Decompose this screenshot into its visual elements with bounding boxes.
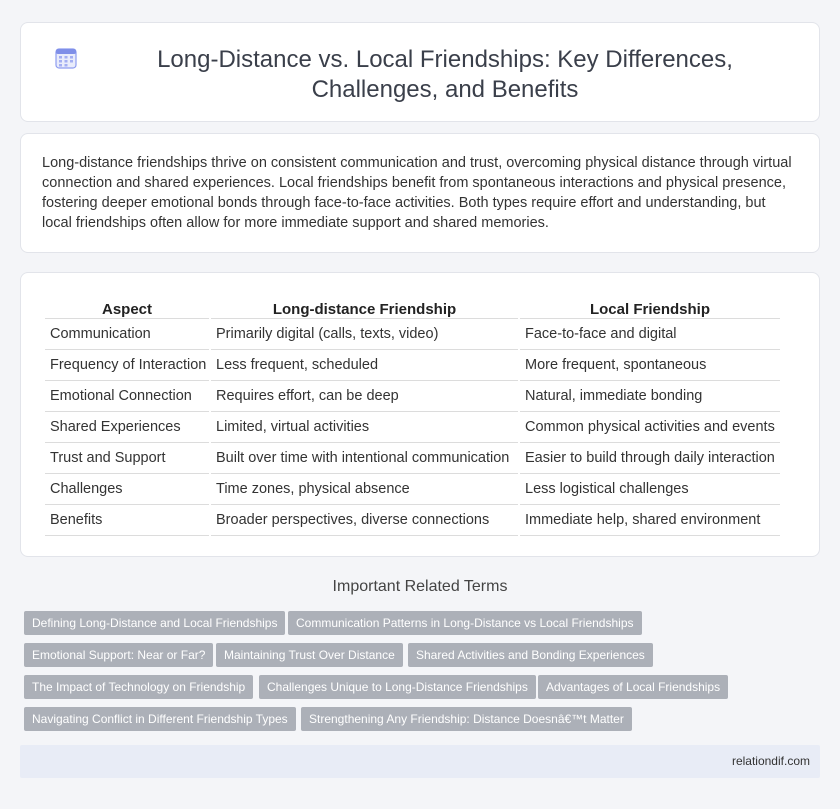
intro-card — [20, 133, 820, 253]
table-cell: Built over time with intentional communication — [211, 443, 518, 474]
table-cell: Less logistical challenges — [520, 474, 780, 505]
header-aspect: Aspect — [45, 295, 209, 319]
page-title: Long-Distance vs. Local Friendships: Key Differences, Challenges, and Benefits — [157, 46, 733, 103]
related-term-link[interactable]: Advantages of Local Friendships — [538, 675, 728, 699]
related-term-link[interactable]: Challenges Unique to Long-Distance Friendships — [259, 675, 536, 699]
table-cell: Limited, virtual activities — [211, 412, 518, 443]
table-cell: Easier to build through daily interaction — [520, 443, 780, 474]
table-cell: Frequency of Interaction — [45, 350, 209, 381]
related-term-link[interactable]: Navigating Conflict in Different Friendship Types — [24, 707, 296, 731]
related-term-link[interactable]: Communication Patterns in Long-Distance vs Local Friendships — [288, 611, 642, 635]
table-row — [45, 412, 780, 443]
table-cell: Benefits — [45, 505, 209, 536]
comparison-table — [43, 295, 782, 536]
table-cell: Emotional Connection — [45, 381, 209, 412]
table-row — [45, 443, 780, 474]
table-cell: Primarily digital (calls, texts, video) — [211, 319, 518, 350]
table-cell: Common physical activities and events — [520, 412, 780, 443]
table-row — [45, 505, 780, 536]
table-header-row — [45, 295, 780, 319]
table-cell: Broader perspectives, diverse connections — [211, 505, 518, 536]
calendar-icon — [54, 46, 78, 70]
related-term-link[interactable]: Strengthening Any Friendship: Distance Doesnâ€™t Matter — [301, 707, 632, 731]
table-cell: Requires effort, can be deep — [211, 381, 518, 412]
related-term-link[interactable]: Emotional Support: Near or Far? — [24, 643, 213, 667]
table-cell: Communication — [45, 319, 209, 350]
table-row — [45, 474, 780, 505]
related-term-link[interactable]: The Impact of Technology on Friendship — [24, 675, 253, 699]
intro-paragraph: Long-distance friendships thrive on consistent communication and trust, overcoming physical distance through virtual connection and shared experiences. Local friendships benefit from spontaneous interactions and physical presence, fostering deeper emotional bonds through face-to-face activities. Both types require effort and understanding, but local friendships often allow for more immediate support and shared memories. — [42, 155, 792, 231]
table-cell: More frequent, spontaneous — [520, 350, 780, 381]
comparison-table-card — [20, 272, 820, 557]
footer-site-link[interactable]: relationdif.com — [731, 754, 810, 768]
table-cell: Time zones, physical absence — [211, 474, 518, 505]
table-row — [45, 381, 780, 412]
related-term-link[interactable]: Shared Activities and Bonding Experiences — [408, 643, 653, 667]
table-cell: Less frequent, scheduled — [211, 350, 518, 381]
table-row — [45, 350, 780, 381]
related-term-link[interactable]: Defining Long-Distance and Local Friendships — [24, 611, 285, 635]
related-term-link[interactable]: Maintaining Trust Over Distance — [216, 643, 403, 667]
table-cell: Shared Experiences — [45, 412, 209, 443]
table-cell: Challenges — [45, 474, 209, 505]
table-cell: Immediate help, shared environment — [520, 505, 780, 536]
table-cell: Face-to-face and digital — [520, 319, 780, 350]
footer — [20, 745, 820, 778]
table-cell: Trust and Support — [45, 443, 209, 474]
related-terms-title: Important Related Terms — [332, 578, 508, 595]
header-local: Local Friendship — [520, 295, 780, 319]
header-long-distance: Long-distance Friendship — [211, 295, 518, 319]
table-row — [45, 319, 780, 350]
table-cell: Natural, immediate bonding — [520, 381, 780, 412]
header-card — [20, 22, 820, 122]
